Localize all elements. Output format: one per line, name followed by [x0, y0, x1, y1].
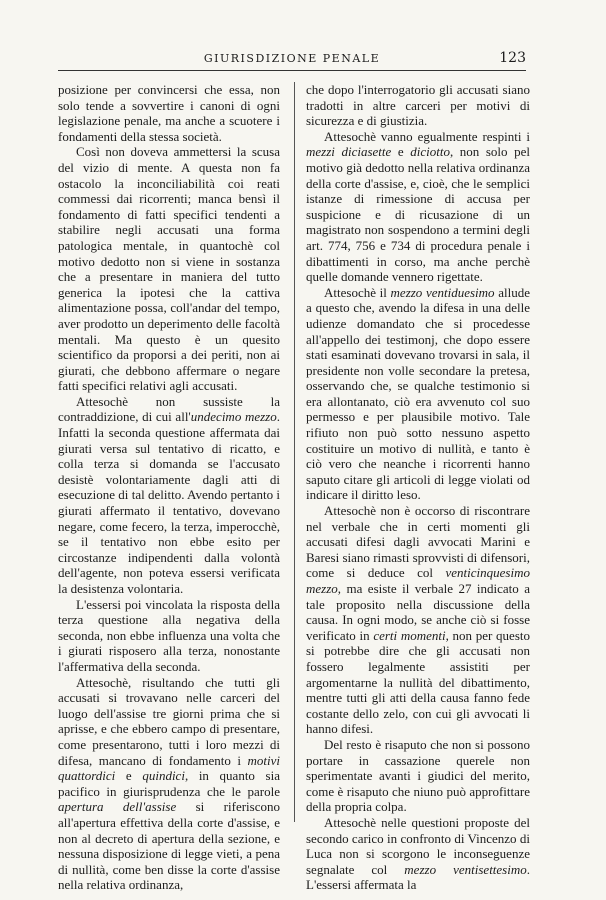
- paragraph: [58, 82, 280, 144]
- paragraph: [306, 503, 530, 737]
- text-run: , ma esiste il verbale 27 indicato a tale proposito nella discussione della causa. In ogni modo, se anche ciò si fosse verificato in: [306, 581, 530, 643]
- page-header: [58, 50, 526, 71]
- text-run: Del resto è risaputo che non si possono portare in cassazione querele non sperimentate avanti i giudici del merito, come è risaputo che niuno può approfittare della propria colpa.: [306, 736, 530, 815]
- text-run: . L'essersi affermata la: [306, 861, 530, 893]
- text-run: che dopo l'interrogatorio gli accusati siano tradotti in altre carceri per motivi di sicurezza e di giustizia.: [306, 82, 530, 129]
- italic-run: mezzi diciasette: [306, 144, 392, 160]
- text-run: L'essersi poi vincolata la risposta della terza questione alla negativa della seconda, non ebbe influenza una volta che i giurati risposero alla terza, nonostante l'affermativa della seconda.: [58, 596, 280, 674]
- paragraph: [306, 737, 530, 815]
- italic-run: motivi quattordici: [58, 752, 280, 784]
- paragraph: [58, 675, 280, 893]
- text-columns: [58, 82, 532, 893]
- text-run: allude a questo che, avendo la difesa in una delle udienze domandato che si procedesse all'appello dei testimonj, che dopo essere stati esaminati dovevano trovarsi in sala, il presidente non volle secondare la pretesa, osservando che, se qualche testimonio si era allontanato, ciò era avvenuto col suo permesso e per plausibile motivo. Tale rifiuto non può sotto nessuno aspetto costituire un motivo di nullità, e tanto è ciò vero che neanche i ricorrenti hanno saputo citare gli articoli di legge violati od indicare il diritto leso.: [306, 284, 530, 503]
- italic-run: apertura dell'assise: [58, 799, 177, 815]
- paragraph: [306, 82, 530, 129]
- italic-run: venticinquesimo mezzo: [306, 565, 530, 596]
- paragraph: [58, 144, 280, 394]
- italic-run: certi momenti: [373, 627, 446, 643]
- italic-run: quindici: [142, 768, 185, 784]
- text-run: Attesochè, risultando che tutti gli accusati si trovavano nelle carceri del luogo dell'assise tre giorni prima che si aprisse, e che ebbero campo di presentare, come presentarono, tutti i loro mezzi di difesa, mancano di fondamento i: [58, 674, 280, 768]
- paragraph: [58, 597, 280, 675]
- paragraph: [58, 394, 280, 597]
- text-run: e: [391, 144, 411, 160]
- paragraph: [306, 285, 530, 503]
- text-run: , in quanto sia pacifico in giurisprudenza che le parole: [58, 768, 280, 799]
- page-number: 123: [499, 50, 526, 66]
- italic-run: diciotto: [410, 144, 450, 160]
- text-run: e: [115, 768, 143, 784]
- text-run: posizione per convincersi che essa, non solo tende a sovvertire i canoni di ogni legislazione penale, ma anche a scuotere i fondamenti della stessa società.: [58, 82, 280, 144]
- text-run: Così non doveva ammettersi la scusa del vizio di mente. A questa non fa ostacolo la inconciliabilità coi reati commessi dai ricorrenti; manca bensì il fondamento di fatti specifici tendenti a stabilire negli accusati una forma patologica mentale, in quantochè col motivo dedotto non si viene in sostanza che a presentare in maniera del tutto generica la ipotesi che la cattiva alimentazione possa, coll'andar del tempo, aver prodotto un deperimento delle facoltà mentali. Ma questo è un quesito scientifico da proporsi a dei periti, non ai giurati, che debbono affermare o negare fatti specifici relativi agli accusati.: [58, 144, 280, 394]
- left-column: [58, 82, 280, 893]
- text-run: Attesochè nelle questioni proposte del secondo carico in confronto di Vincenzo di Luca non si scorgono le inconseguenze segnalate col: [306, 814, 530, 877]
- right-column: [306, 82, 530, 893]
- text-run: Attesochè non è occorso di riscontrare nel verbale che in certi momenti gli accusati difesi dagli avvocati Marini e Baresi siano rimasti sprovvisti di difensori, come si deduce col: [306, 503, 530, 581]
- italic-run: undecimo mezzo: [190, 409, 277, 425]
- column-divider: [294, 82, 295, 822]
- text-run: , non solo pel motivo già dedotto nella relativa ordinanza della corte d'assise, e, cioè, che le semplici istanze di rimessione di accusa per suspicione e di ricusazione di un magistrato non sospendono a termini degli art. 774, 756 e 734 di procedura penale i dibattimenti in corso, ma anche perchè quelle domande vennero rigettate.: [306, 144, 530, 285]
- text-run: si riferiscono all'apertura effettiva della corte d'assise, e non al decreto di apertura della sezione, e nessuna disposizione di legge vieti, a pena di nullità, come ben disse la corte d'assise nella relativa ordinanza,: [58, 799, 280, 893]
- text-run: , non per questo si potrebbe dire che gli accusati non fossero legalmente assistiti per argomentarne la nullità del dibattimento, mentre tutti gli atti della causa fanno fede costante dello zelo, con cui gli avvocati li hanno difesi.: [306, 627, 530, 737]
- text-run: Attesochè vanno egualmente respinti i: [324, 128, 530, 144]
- italic-run: mezzo ventiduesimo: [390, 284, 495, 300]
- italic-run: mezzo ventisettesimo: [404, 861, 527, 877]
- paragraph: [306, 815, 530, 893]
- paragraph: [306, 129, 530, 285]
- text-run: Attesochè il: [324, 284, 391, 300]
- text-run: . Infatti la seconda questione affermata dai giurati versa sul tentativo di ricatto, e colla terza si domanda se l'accusato desistè volontariamente dagli atti di esecuzione di tal delitto. Avendo pertanto i giurati affermato il tentativo, dovevano negare, come fecero, la terza, imperocchè, se il tentativo non ebbe esito per circostanze indipendenti dalla volontà dell'agente, non poteva essersi verificata la desistenza volontaria.: [58, 409, 280, 596]
- text-run: Attesochè non sussiste la contraddizione, di cui all': [58, 393, 280, 425]
- running-title: GIURISDIZIONE PENALE: [203, 52, 381, 65]
